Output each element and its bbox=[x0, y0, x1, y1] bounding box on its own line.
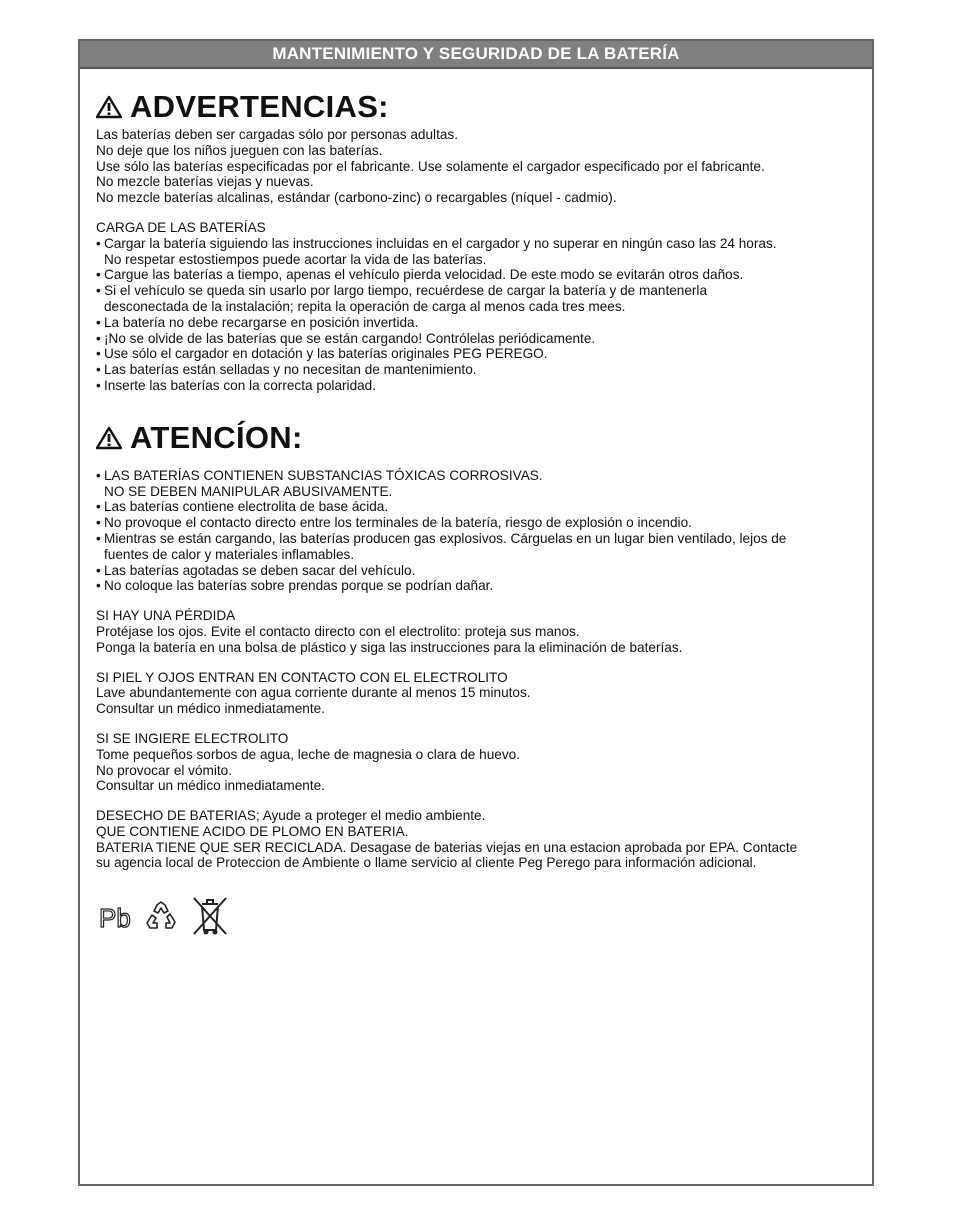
ingest-line: Tome pequeños sorbos de agua, leche de magnesia o clara de huevo. bbox=[96, 746, 520, 762]
lead-symbol-icon bbox=[98, 902, 132, 932]
leak-line: Ponga la batería en una bolsa de plástico y siga las instrucciones para la eliminación de baterías. bbox=[96, 639, 683, 655]
attention-item: • No provoque el contacto directo entre los terminales de la batería, riesgo de explosión o incendio. bbox=[96, 515, 692, 531]
disposal-line: QUE CONTIENE ACIDO DE PLOMO EN BATERIA. bbox=[96, 823, 409, 839]
crossed-bin-icon bbox=[190, 896, 230, 938]
attention-item-cont: NO SE DEBEN MANIPULAR ABUSIVAMENTE. bbox=[104, 483, 393, 499]
attention-item-cont: fuentes de calor y materiales inflamables. bbox=[104, 546, 355, 562]
attention-item: • Las baterías contiene electrolita de base ácida. bbox=[96, 499, 389, 515]
charging-item: • Use sólo el cargador en dotación y las baterías originales PEG PEREGO. bbox=[96, 346, 548, 362]
attention-heading bbox=[96, 421, 864, 455]
charging-item: • Las baterías están selladas y no necesitan de mantenimiento. bbox=[96, 362, 477, 378]
charging-item: • La batería no debe recargarse en posición invertida. bbox=[96, 314, 419, 330]
attention-item: • No coloque las baterías sobre prendas porque se podrían dañar. bbox=[96, 578, 494, 594]
warning-line: Use sólo las baterías especificadas por el fabricante. Use solamente el cargador especificado por el fabricante. bbox=[96, 158, 765, 174]
charging-item: • Cargar la batería siguiendo las instrucciones incluidas en el cargador y no superar en ningún caso las 24 horas. bbox=[96, 235, 777, 251]
ingest-line: No provocar el vómito. bbox=[96, 762, 232, 778]
attention-title: ATENCÍON: bbox=[130, 419, 303, 455]
disposal-line: BATERIA TIENE QUE SER RECICLADA. Desagase de baterias viejas en una estacion aprobada por EPA. Contacte bbox=[96, 839, 798, 855]
disposal-line: DESECHO DE BATERIAS; Ayude a proteger el medio ambiente. bbox=[96, 808, 486, 824]
ingest-line: Consultar un médico inmediatamente. bbox=[96, 778, 325, 794]
skin-line: Lave abundantemente con agua corriente durante al menos 15 minutos. bbox=[96, 685, 531, 701]
ingest-title: SI SE INGIERE ELECTROLITO bbox=[96, 730, 289, 746]
charging-item: • ¡No se olvide de las baterías que se están cargando! Contrólelas periódicamente. bbox=[96, 330, 596, 346]
skin-title: SI PIEL Y OJOS ENTRAN EN CONTACTO CON EL ELECTROLITO bbox=[96, 669, 508, 685]
warnings-heading bbox=[96, 90, 864, 124]
attention-item: • LAS BATERÍAS CONTIENEN SUBSTANCIAS TÓXICAS CORROSIVAS. bbox=[96, 467, 543, 483]
warning-line: No deje que los niños jueguen con las baterías. bbox=[96, 142, 383, 158]
warning-line: Las baterías deben ser cargadas sólo por personas adultas. bbox=[96, 127, 458, 142]
charging-item: • Inserte las baterías con la correcta polaridad. bbox=[96, 377, 377, 393]
skin-line: Consultar un médico inmediatamente. bbox=[96, 701, 325, 717]
charging-item-cont: No respetar estostiempos puede acortar la vida de las baterías. bbox=[104, 251, 487, 267]
charging-item: • Si el vehículo se queda sin usarlo por largo tiempo, recuérdese de cargar la batería y de mantenerla bbox=[96, 283, 708, 299]
warning-triangle-icon bbox=[96, 95, 122, 119]
page-frame bbox=[78, 39, 874, 1186]
disposal-line: su agencia local de Proteccion de Ambiente o llame servicio al cliente Peg Perego para información adicional. bbox=[96, 855, 757, 871]
charging-item-cont: desconectada de la instalación; repita la operación de carga al menos cada tres mees. bbox=[104, 298, 626, 314]
warning-triangle-icon bbox=[96, 426, 122, 450]
warnings-title: ADVERTENCIAS: bbox=[130, 89, 389, 124]
section-header: MANTENIMIENTO Y SEGURIDAD DE LA BATERÍA bbox=[80, 41, 872, 69]
warning-line: No mezcle baterías viejas y nuevas. bbox=[96, 174, 314, 190]
attention-item: • Las baterías agotadas se deben sacar del vehículo. bbox=[96, 562, 416, 578]
leak-line: Protéjase los ojos. Evite el contacto directo con el electrolito: proteja sus manos. bbox=[96, 623, 580, 639]
charging-item: • Cargue las baterías a tiempo, apenas el vehículo pierda velocidad. De este modo se evitarán otros daños. bbox=[96, 267, 744, 283]
charging-title: CARGA DE LAS BATERÍAS bbox=[96, 219, 266, 235]
content bbox=[96, 90, 864, 871]
recycle-icon bbox=[144, 900, 178, 934]
svg-text:Pb: Pb bbox=[99, 903, 131, 932]
disposal-symbols bbox=[98, 896, 230, 938]
attention-item: • Mientras se están cargando, las baterías producen gas explosivos. Cárguelas en un lugar bien ventilado, lejos de bbox=[96, 530, 787, 546]
leak-title: SI HAY UNA PÉRDIDA bbox=[96, 608, 236, 624]
warning-line: No mezcle baterías alcalinas, estándar (carbono-zinc) o recargables (níquel - cadmio). bbox=[96, 190, 617, 206]
